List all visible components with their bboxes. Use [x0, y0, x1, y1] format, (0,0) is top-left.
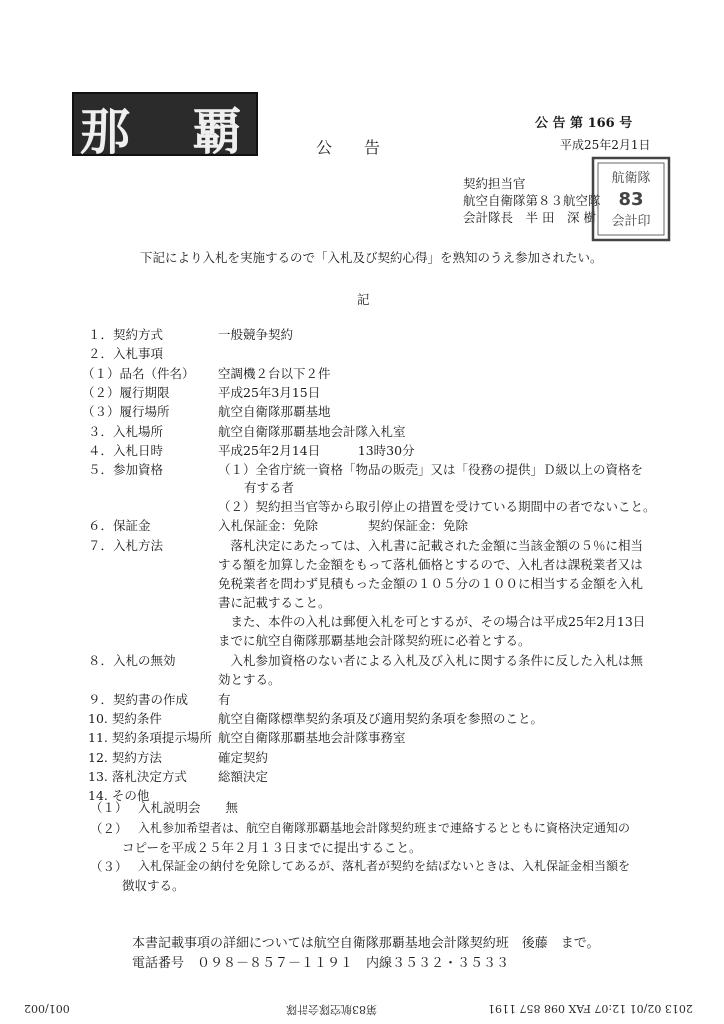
item-label: ２．入札事項 [88, 346, 164, 361]
bid-method-line-5: また、本件の入札は郵便入札を可とするが、その場合は平成25年2月13日 [218, 614, 646, 629]
item-value: 平成25年2月14日 13時30分 [218, 443, 415, 458]
intro-text: 下記により入札を実施するので「入札及び契約心得」を熟知のうえ参加されたい。 [140, 250, 603, 265]
naha-stamp [72, 92, 258, 161]
qualification-2: （２）契約担当官等から取引停止の措置を受けている期間中の者でないこと。 [218, 499, 656, 514]
item-value: 航空自衛隊那覇基地会計隊事務室 [218, 730, 406, 745]
svg-text:航衛隊: 航衛隊 [611, 171, 651, 186]
item-label: ８．入札の無効 [88, 653, 176, 668]
svg-text:会計印: 会計印 [611, 214, 651, 229]
qualification-1b: 有する者 [244, 480, 295, 495]
item-label: ４．入札日時 [88, 443, 164, 458]
item-label: （１）品名（件名） [82, 366, 195, 381]
fax-header-center: 第83航空隊会計隊 [286, 1003, 377, 1016]
item-value: 航空自衛隊標準契約条項及び適用契約条項を参照のこと。 [218, 711, 544, 726]
other-2b: コピーを平成２５年２月１３日までに提出すること。 [122, 840, 422, 855]
notice-number: 公 告 第 166 号 [535, 116, 633, 131]
other-3a: 入札保証金の納付を免除してあるが、落札者が契約を結ばないときは、入札保証金相当額を [138, 859, 631, 873]
item-label: 10. 契約条件 [88, 711, 162, 726]
fax-header-right: 001/002 [24, 1002, 70, 1015]
invalid-line-2: 効とする。 [218, 672, 281, 687]
other-3b: 徴収する。 [122, 878, 185, 893]
other-1-label: （１） [90, 800, 128, 815]
item-value: 有 [218, 692, 231, 707]
item-label: （３）履行場所 [82, 404, 170, 419]
item-value: 入札保証金：免除 契約保証金：免除 [218, 518, 469, 533]
bid-method-line-2: する額を加算した金額をもって落札価格とするので、入札者は課税業者又は [218, 557, 643, 572]
other-3-label: （３） [90, 859, 128, 874]
issuer-line-2: 航空自衛隊第８３航空隊 [463, 193, 601, 208]
item-value: 航空自衛隊那覇基地会計隊入札室 [218, 424, 406, 439]
other-1: 入札説明会 無 [138, 800, 239, 815]
item-label: ３．入札場所 [88, 424, 164, 439]
item-label: １．契約方式 [88, 327, 164, 342]
contact-line-1: 本書記載事項の詳細については航空自衛隊那覇基地会計隊契約班 後藤 まで。 [132, 936, 600, 951]
item-label: ５．参加資格 [88, 462, 164, 477]
item-label: ７．入札方法 [88, 538, 164, 553]
qualification-1a: （１）全省庁統一資格「物品の販売」又は「役務の提供」Ｄ級以上の資格を [218, 462, 644, 477]
stamp-char-2: 覇 [192, 103, 242, 161]
bid-method-line-1: 落札決定にあたっては、入札書に記載された金額に当該金額の５％に相当 [218, 538, 644, 553]
other-2a: 入札参加希望者は、航空自衛隊那覇基地会計隊契約班まで連絡するとともに資格決定通知の [138, 821, 631, 835]
item-label: （２）履行期限 [82, 385, 170, 400]
item-value: 一般競争契約 [218, 327, 294, 342]
issuer-line-1: 契約担当官 [463, 176, 526, 191]
svg-text:83: 83 [618, 189, 644, 210]
notice-date: 平成25年2月1日 [560, 138, 651, 152]
bid-method-line-6: までに航空自衛隊那覇基地会計隊契約班に必着とする。 [218, 633, 531, 648]
fax-header-left: 2013 02/01 12:07 FAX 098 857 1191 [488, 1002, 693, 1015]
other-2-label: （２） [90, 821, 128, 836]
issuer-line-3: 会計隊長 半 田 深 樹 [463, 210, 596, 225]
item-label: 13. 落札決定方式 [88, 769, 187, 784]
item-value: 総額決定 [218, 769, 269, 784]
contact-phone: 電話番号 ０９８－８５７－１１９１ 内線３５３２・３５３３ [132, 956, 510, 971]
item-value: 確定契約 [218, 750, 269, 765]
item-label: 12. 契約方法 [88, 750, 162, 765]
official-seal [590, 155, 672, 243]
item-value: 空調機２台以下２件 [218, 366, 331, 381]
item-value: 航空自衛隊那覇基地 [218, 404, 331, 419]
item-label: 14. その他 [88, 788, 150, 803]
bid-method-line-4: 書に記載すること。 [218, 595, 331, 610]
item-value: 平成25年3月15日 [218, 385, 321, 400]
item-label: ９．契約書の作成 [88, 692, 189, 707]
ki-label: 記 [357, 292, 370, 307]
item-label: ６．保証金 [88, 518, 151, 533]
invalid-line-1: 入札参加資格のない者による入札及び入札に関する条件に反した入札は無 [218, 653, 644, 668]
notice-title: 公 告 [316, 138, 381, 157]
stamp-char-1: 那 [80, 103, 130, 161]
bid-method-line-3: 免税業者を問わず見積もった金額の１０５分の１００に相当する金額を入札 [218, 576, 644, 591]
item-label: 11. 契約条項提示場所 [88, 730, 212, 745]
